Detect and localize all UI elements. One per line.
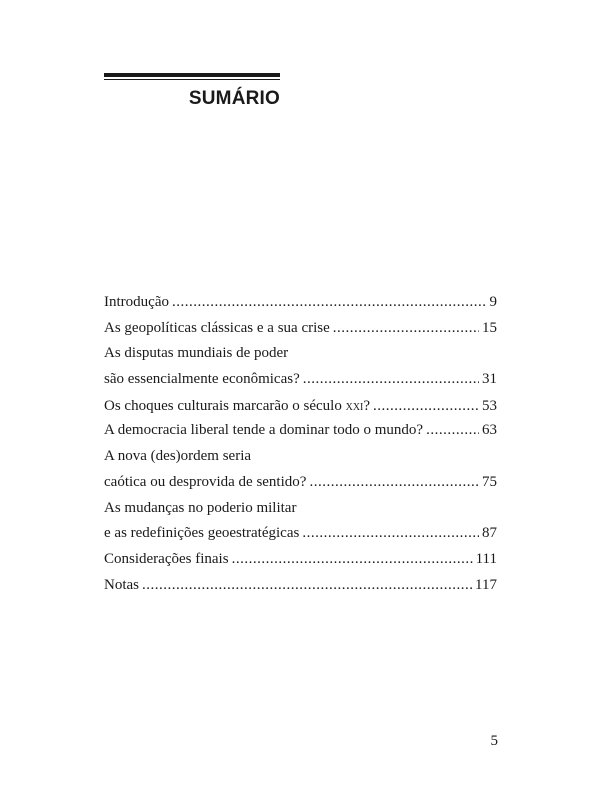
dot-leader [302,521,479,547]
toc-entry-disputas-line2 [104,367,497,393]
toc-entry-text: caótica ou desprovida de sentido? [104,473,307,490]
toc-page-number: 9 [489,294,497,310]
toc-entry-text: e as redefinições geoestratégicas [104,525,300,542]
toc-page-number: 111 [475,550,497,567]
toc-page-number: 75 [482,473,497,490]
toc-entry-text: As geopolíticas clássicas e a sua crise [104,319,330,336]
dot-leader [232,547,473,573]
toc-century-numeral: xxi [345,397,364,413]
toc-entry-text [104,393,370,420]
toc-entry-text-before: Os choques culturais marcarão o século [104,397,346,414]
toc-entry-text: Notas [104,576,139,593]
toc-entry-text: As disputas mundiais de poder [104,345,289,362]
page-title: SUMÁRIO [188,88,280,109]
dot-leader [142,573,472,599]
toc-entry-choques [104,393,497,419]
dot-leader [373,394,479,420]
dot-leader [426,418,479,444]
toc-entry-text-after: ? [363,397,371,414]
toc-page-number: 63 [482,422,497,439]
toc-entry-consideracoes [104,547,497,573]
toc-entry-militar-line1 [104,496,497,522]
toc-page-number: 53 [482,397,497,414]
dot-leader [303,367,479,393]
dot-leader [309,470,479,496]
toc-entry-text: Introdução [104,294,169,310]
toc-entry-text: A democracia liberal tende a dominar todo o mundo? [104,422,424,439]
toc-entry-democracia [104,418,497,444]
toc-entry-geopoliticas [104,316,497,342]
toc-entry-notas [104,573,497,599]
toc-page-number: 117 [475,576,497,593]
toc-page-number: 31 [482,371,497,388]
toc-page-number: 15 [482,319,497,336]
toc-entry-desordem-line2 [104,470,497,496]
dot-leader [333,316,479,342]
header-rule [104,73,280,80]
toc-entry-disputas-line1 [104,341,497,367]
dot-leader [172,290,487,316]
toc-entry-desordem-line1 [104,444,497,470]
toc-page-number: 87 [482,525,497,542]
toc-entry-militar-line2 [104,521,497,547]
toc-entry-text: Considerações finais [104,550,229,567]
toc-entry-text: A nova (des)ordem seria [104,448,252,465]
page-number: 5 [490,733,498,749]
toc-entry-text: são essencialmente econômicas? [104,371,300,388]
toc-entry-text: As mudanças no poderio militar [104,499,297,516]
toc-entry-introducao [104,290,497,316]
table-of-contents [104,290,497,598]
